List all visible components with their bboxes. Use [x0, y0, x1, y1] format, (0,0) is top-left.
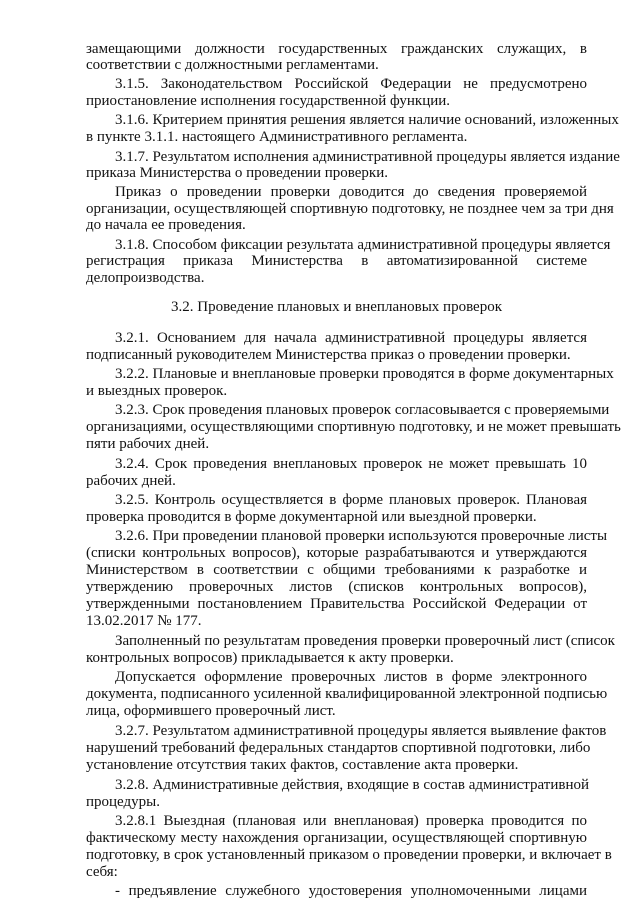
text-line: (списки контрольных вопросов), которые разрабатываются и утверждаются: [86, 545, 587, 561]
text-line: нарушений требований федеральных стандартов спортивной подготовки, либо: [86, 740, 591, 756]
text-line: соответствии с должностными регламентами.: [86, 57, 379, 73]
paragraph-3-2-8-1: 3.2.8.1 Выездная (плановая или внеплановая) проверка проводится по: [115, 813, 587, 829]
text-line: подготовку, в срок установленный приказом о проведении проверки, и включает в: [86, 847, 612, 863]
text-line: замещающими должности государственных гражданских служащих, в: [86, 41, 587, 57]
paragraph-3-1-8: 3.1.8. Способом фиксации результата административной процедуры является: [115, 237, 611, 253]
text-line: и выездных проверок.: [86, 383, 228, 399]
paragraph-3-2-6: 3.2.6. При проведении плановой проверки используются проверочные листы: [115, 528, 608, 544]
paragraph-3-2-8: 3.2.8. Административные действия, входящие в состав административной: [115, 777, 590, 793]
text-line: организации, осуществляющей спортивную подготовку, не позднее чем за три дня: [86, 201, 614, 217]
text-line: регистрация приказа Министерства в автоматизированной системе: [86, 253, 587, 269]
list-item: - предъявление служебного удостоверения уполномоченными лицами: [115, 883, 587, 899]
paragraph-3-1-5: 3.1.5. Законодательством Российской Федерации не предусмотрено: [115, 76, 587, 92]
paragraph-3-1-7: 3.1.7. Результатом исполнения административной процедуры является издание: [115, 149, 620, 165]
text-line: в пункте 3.1.1. настоящего Административного регламента.: [86, 129, 468, 145]
text-line: проверка проводится в форме документарной или выездной проверки.: [86, 509, 537, 525]
text-line: себя:: [86, 864, 118, 880]
text-line: процедуры.: [86, 794, 160, 810]
paragraph-3-2-2: 3.2.2. Плановые и внеплановые проверки проводятся в форме документарных: [115, 366, 614, 382]
text-line: приостановление исполнения государственной функции.: [86, 93, 451, 109]
text-line: контрольных вопросов) прикладывается к акту проверки.: [86, 650, 454, 666]
paragraph-order: Приказ о проведении проверки доводится до сведения проверяемой: [115, 184, 587, 200]
text-line: организациями, осуществляющими спортивную подготовку, и не может превышать: [86, 419, 621, 435]
paragraph-3-2-3: 3.2.3. Срок проведения плановых проверок согласовывается с проверяемыми: [115, 402, 610, 418]
paragraph-checklist: Заполненный по результатам проведения проверки проверочный лист (список: [115, 633, 615, 649]
text-line: утверждению проверочных листов (списков контрольных вопросов),: [86, 579, 587, 595]
text-line: утвержденными постановлением Правительства Российской Федерации от: [86, 596, 587, 612]
paragraph-3-2-5: 3.2.5. Контроль осуществляется в форме плановых проверок. Плановая: [115, 492, 587, 508]
text-line: до начала ее проведения.: [86, 217, 246, 233]
paragraph-electronic: Допускается оформление проверочных листов в форме электронного: [115, 669, 587, 685]
text-line: пяти рабочих дней.: [86, 436, 210, 452]
section-heading: 3.2. Проведение плановых и внеплановых проверок: [170, 299, 503, 315]
text-line: Министерством в соответствии с общими требованиями к разработке и: [86, 562, 587, 578]
paragraph-3-1-6: 3.1.6. Критерием принятия решения является наличие оснований, изложенных: [115, 112, 619, 128]
text-line: делопроизводства.: [86, 270, 205, 286]
text-line: документа, подписанного усиленной квалифицированной электронной подписью: [86, 686, 608, 702]
paragraph-3-2-4: 3.2.4. Срок проведения внеплановых проверок не может превышать 10: [115, 456, 587, 472]
text-line: фактическому месту нахождения организации, осуществляющей спортивную: [86, 830, 587, 846]
text-line: приказа Министерства о проведении проверки.: [86, 165, 388, 181]
text-line: подписанный руководителем Министерства приказ о проведении проверки.: [86, 347, 571, 363]
text-line: лица, оформившего проверочный лист.: [86, 703, 336, 719]
text-line: установление отсутствия таких фактов, составление акта проверки.: [86, 757, 519, 773]
paragraph-3-2-7: 3.2.7. Результатом административной процедуры является выявление фактов: [115, 723, 607, 739]
paragraph-3-2-1: 3.2.1. Основанием для начала административной процедуры является: [115, 330, 587, 346]
text-line: 13.02.2017 № 177.: [86, 613, 202, 629]
text-line: рабочих дней.: [86, 473, 176, 489]
